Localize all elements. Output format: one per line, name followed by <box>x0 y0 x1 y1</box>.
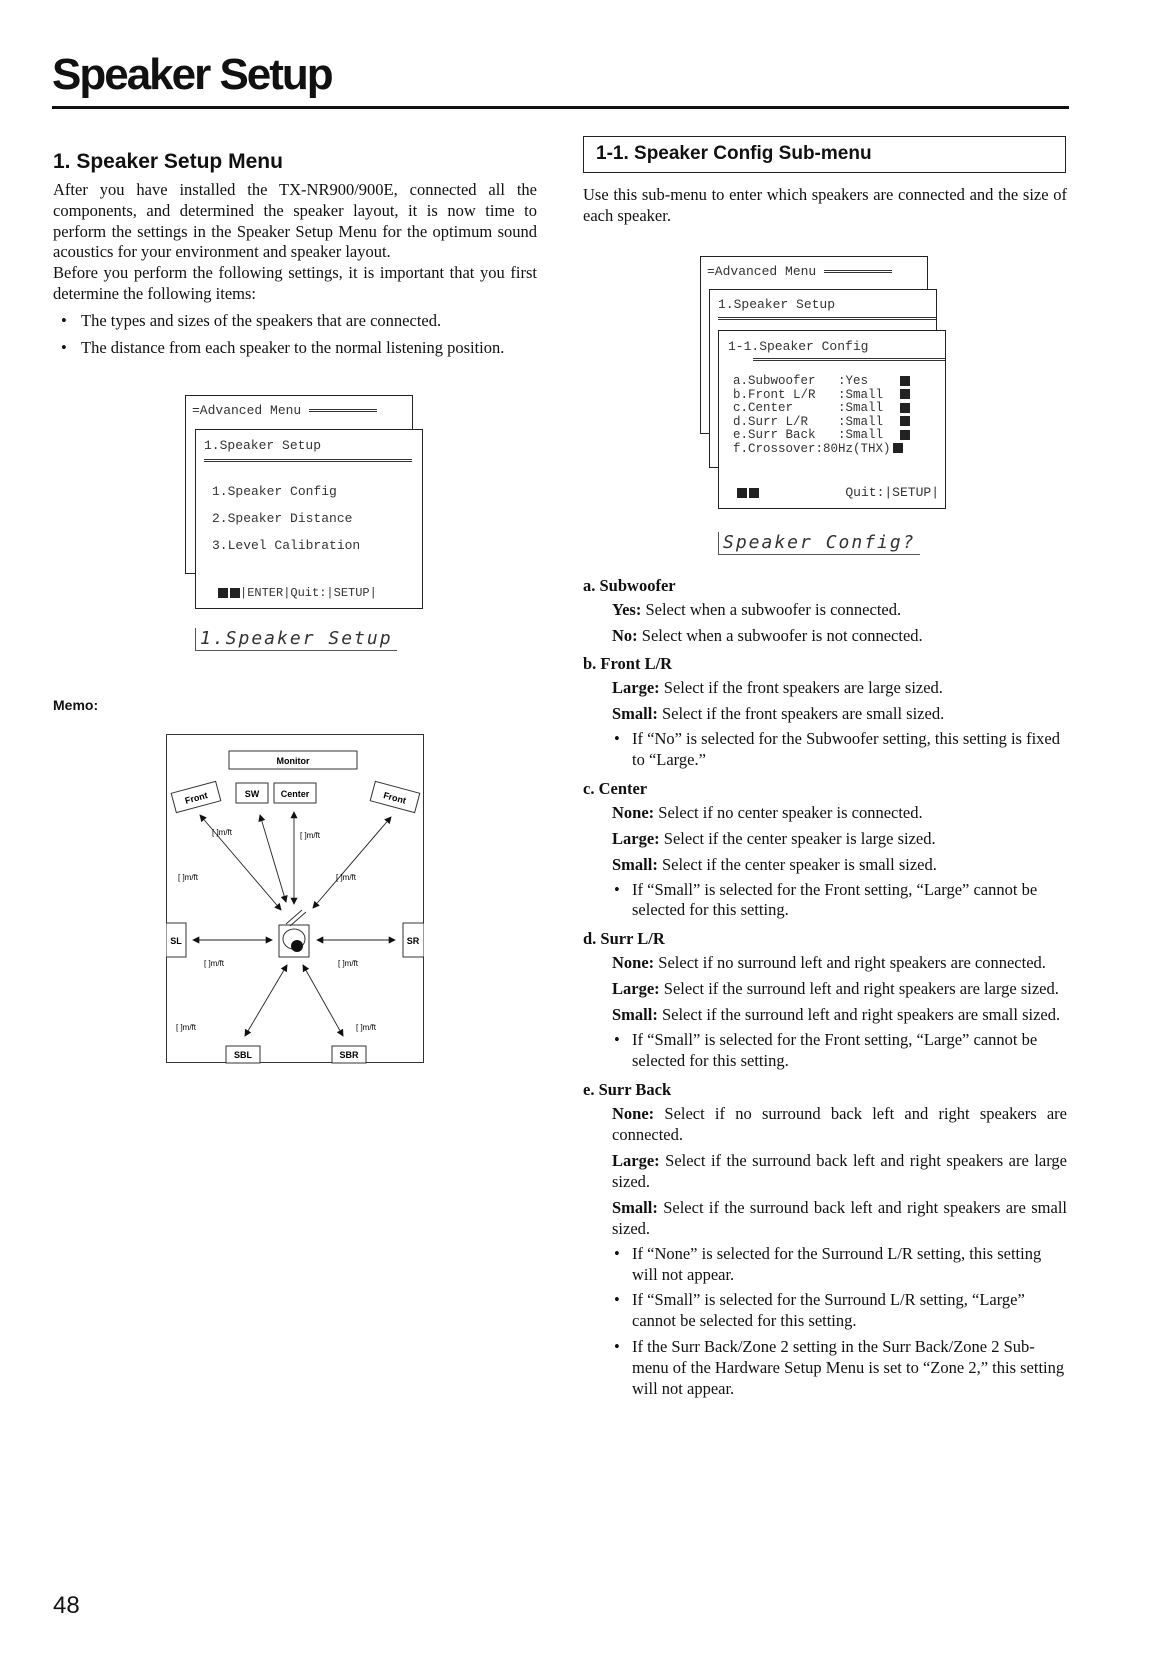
menu-speaker-config <box>718 330 946 509</box>
menu-title: =Advanced Menu <box>192 403 302 418</box>
note-item: • If “Small” is selected for the Front setting, “Large” cannot be selected for this setting. <box>612 1030 1067 1072</box>
page-number: 48 <box>53 1592 80 1619</box>
menu-title: 1.Speaker Setup <box>204 438 412 462</box>
config-section <box>583 651 1067 771</box>
svg-text:SL: SL <box>170 936 182 946</box>
lcd-display: Speaker Config? <box>718 532 920 555</box>
config-section <box>583 926 1067 1072</box>
svg-text:SBL: SBL <box>234 1050 252 1060</box>
distance-labels <box>176 828 377 1032</box>
bullet-item: • The distance from each speaker to the normal listening position. <box>53 338 537 359</box>
svg-text:[ ]m/ft: [ ]m/ft <box>338 959 358 968</box>
config-row-center[interactable]: c.Center :Small <box>733 402 945 416</box>
config-section-title: b. Front L/R <box>583 654 673 673</box>
intro-paragraph: After you have installed the TX-NR900/900E, connected all the components, and determined the speaker layout, it is now time to perform the settings in the Speaker Setup Menu for the optimum sound acoustics for your environment and speaker layout. <box>53 180 537 262</box>
config-section-title: e. Surr Back <box>583 1079 672 1099</box>
option-definition: Small: Select if the surround back left and right speakers are small sized. <box>612 1197 1067 1238</box>
option-definition: Large: Select if the surround back left and right speakers are large sized. <box>612 1150 1067 1191</box>
note-item: • If “None” is selected for the Surround L/R setting, this setting will not appear. <box>612 1244 1067 1286</box>
listener-icon <box>279 910 309 957</box>
menu-footer: Quit:|SETUP| <box>845 485 939 500</box>
svg-text:[ ]m/ft: [ ]m/ft <box>212 828 232 837</box>
config-row-front[interactable]: b.Front L/R :Small <box>733 389 945 403</box>
config-section <box>583 776 1067 922</box>
distance-arrows <box>193 812 395 1036</box>
svg-text:[ ]m/ft: [ ]m/ft <box>176 1023 196 1032</box>
svg-text:[ ]m/ft: [ ]m/ft <box>300 831 320 840</box>
svg-text:Center: Center <box>280 789 310 799</box>
config-section <box>583 1077 1067 1400</box>
config-section-title: d. Surr L/R <box>583 929 665 949</box>
memo-label: Memo: <box>53 697 99 713</box>
config-row-subwoofer[interactable]: a.Subwoofer :Yes <box>733 375 945 389</box>
config-sections <box>583 573 1067 1404</box>
note-item: • If the Surr Back/Zone 2 setting in the Surr Back/Zone 2 Sub-menu of the Hardware Setup Menu is set to “Zone 2,” this setting will not appear. <box>612 1337 1067 1399</box>
option-definition: Small: Select if the surround left and right speakers are small sized. <box>612 1005 1061 1025</box>
config-row-crossover[interactable]: f.Crossover:80Hz(THX) <box>733 443 945 457</box>
note-item: • If “Small” is selected for the Surround L/R setting, “Large” cannot be selected for this setting. <box>612 1290 1067 1332</box>
svg-text:[ ]m/ft: [ ]m/ft <box>204 959 224 968</box>
svg-text:SW: SW <box>244 789 260 799</box>
option-definition: None: Select if no center speaker is connected. <box>612 802 923 822</box>
option-definition: None: Select if no surround left and right speakers are connected. <box>612 953 1046 973</box>
option-definition: Large: Select if the front speakers are large sized. <box>612 678 943 697</box>
svg-text:[ ]m/ft: [ ]m/ft <box>356 1023 376 1032</box>
svg-text:[ ]m/ft: [ ]m/ft <box>178 873 198 882</box>
sub-intro: Use this sub-menu to enter which speakers are connected and the size of each speaker. <box>583 185 1067 225</box>
surround-left-box <box>166 923 186 957</box>
menu-item-speaker-config[interactable]: 1.Speaker Config <box>212 484 337 499</box>
note-item: • If “No” is selected for the Subwoofer setting, this setting is fixed to “Large.” <box>612 729 1067 771</box>
svg-text:[ ]m/ft: [ ]m/ft <box>336 873 356 882</box>
up-arrow-key-icon <box>218 588 228 598</box>
front-left-box <box>171 781 221 812</box>
option-definition: Small: Select if the front speakers are small sized. <box>612 704 945 723</box>
surround-back-right-box <box>332 1046 366 1063</box>
menu-title: =Advanced Menu <box>707 264 817 279</box>
subwoofer-box <box>236 783 268 803</box>
config-section <box>583 573 1067 646</box>
svg-text:Front: Front <box>183 790 209 806</box>
option-definition: None: Select if no surround back left and right speakers are connected. <box>612 1103 1067 1144</box>
left-column <box>53 150 537 364</box>
note-item: • If “Small” is selected for the Front setting, “Large” cannot be selected for this setting. <box>612 880 1067 922</box>
bullet-item: • The types and sizes of the speakers that are connected. <box>53 311 537 332</box>
svg-text:Front: Front <box>382 790 408 806</box>
section-heading: 1. Speaker Setup Menu <box>53 150 283 173</box>
menu-footer: |ENTER|Quit:|SETUP| <box>240 586 377 600</box>
bullet-list <box>53 311 537 359</box>
page-title: Speaker Setup <box>52 50 332 99</box>
config-row-surr-back[interactable]: e.Surr Back :Small <box>733 429 945 443</box>
speaker-layout-diagram <box>166 734 424 1064</box>
option-definition: Yes: Select when a subwoofer is connected. <box>612 600 902 619</box>
svg-text:Monitor: Monitor <box>276 756 310 766</box>
option-definition: No: Select when a subwoofer is not connected. <box>612 626 923 645</box>
surround-back-left-box <box>226 1046 260 1063</box>
option-definition: Large: Select if the center speaker is large sized. <box>612 828 936 848</box>
subsection-heading-box <box>583 136 1066 173</box>
menu-item-speaker-distance[interactable]: 2.Speaker Distance <box>212 511 353 526</box>
title-rule <box>52 106 1069 109</box>
menu-speaker-setup <box>195 429 423 609</box>
config-section-title: a. Subwoofer <box>583 576 676 595</box>
config-row-surr[interactable]: d.Surr L/R :Small <box>733 416 945 430</box>
svg-text:SBR: SBR <box>339 1050 359 1060</box>
menu-title: 1.Speaker Setup <box>718 297 936 320</box>
intro-paragraph-2: Before you perform the following settings, it is important that you first determine the following items: <box>53 263 537 303</box>
svg-text:SR: SR <box>406 936 420 946</box>
menu-title: 1-1.Speaker Config <box>728 339 869 354</box>
monitor-box <box>229 751 357 769</box>
option-definition: Large: Select if the surround left and right speakers are large sized. <box>612 979 1059 999</box>
option-definition: Small: Select if the center speaker is small sized. <box>612 854 937 874</box>
down-arrow-key-icon <box>230 588 240 598</box>
menu-item-level-calibration[interactable]: 3.Level Calibration <box>212 538 361 553</box>
center-box <box>274 783 316 803</box>
up-arrow-key-icon <box>737 488 747 498</box>
down-arrow-key-icon <box>749 488 759 498</box>
front-right-box <box>370 781 420 812</box>
subsection-heading: 1-1. Speaker Config Sub-menu <box>596 143 872 164</box>
lcd-display: 1.Speaker Setup <box>195 628 397 651</box>
config-section-title: c. Center <box>583 778 648 798</box>
surround-right-box <box>403 923 424 957</box>
